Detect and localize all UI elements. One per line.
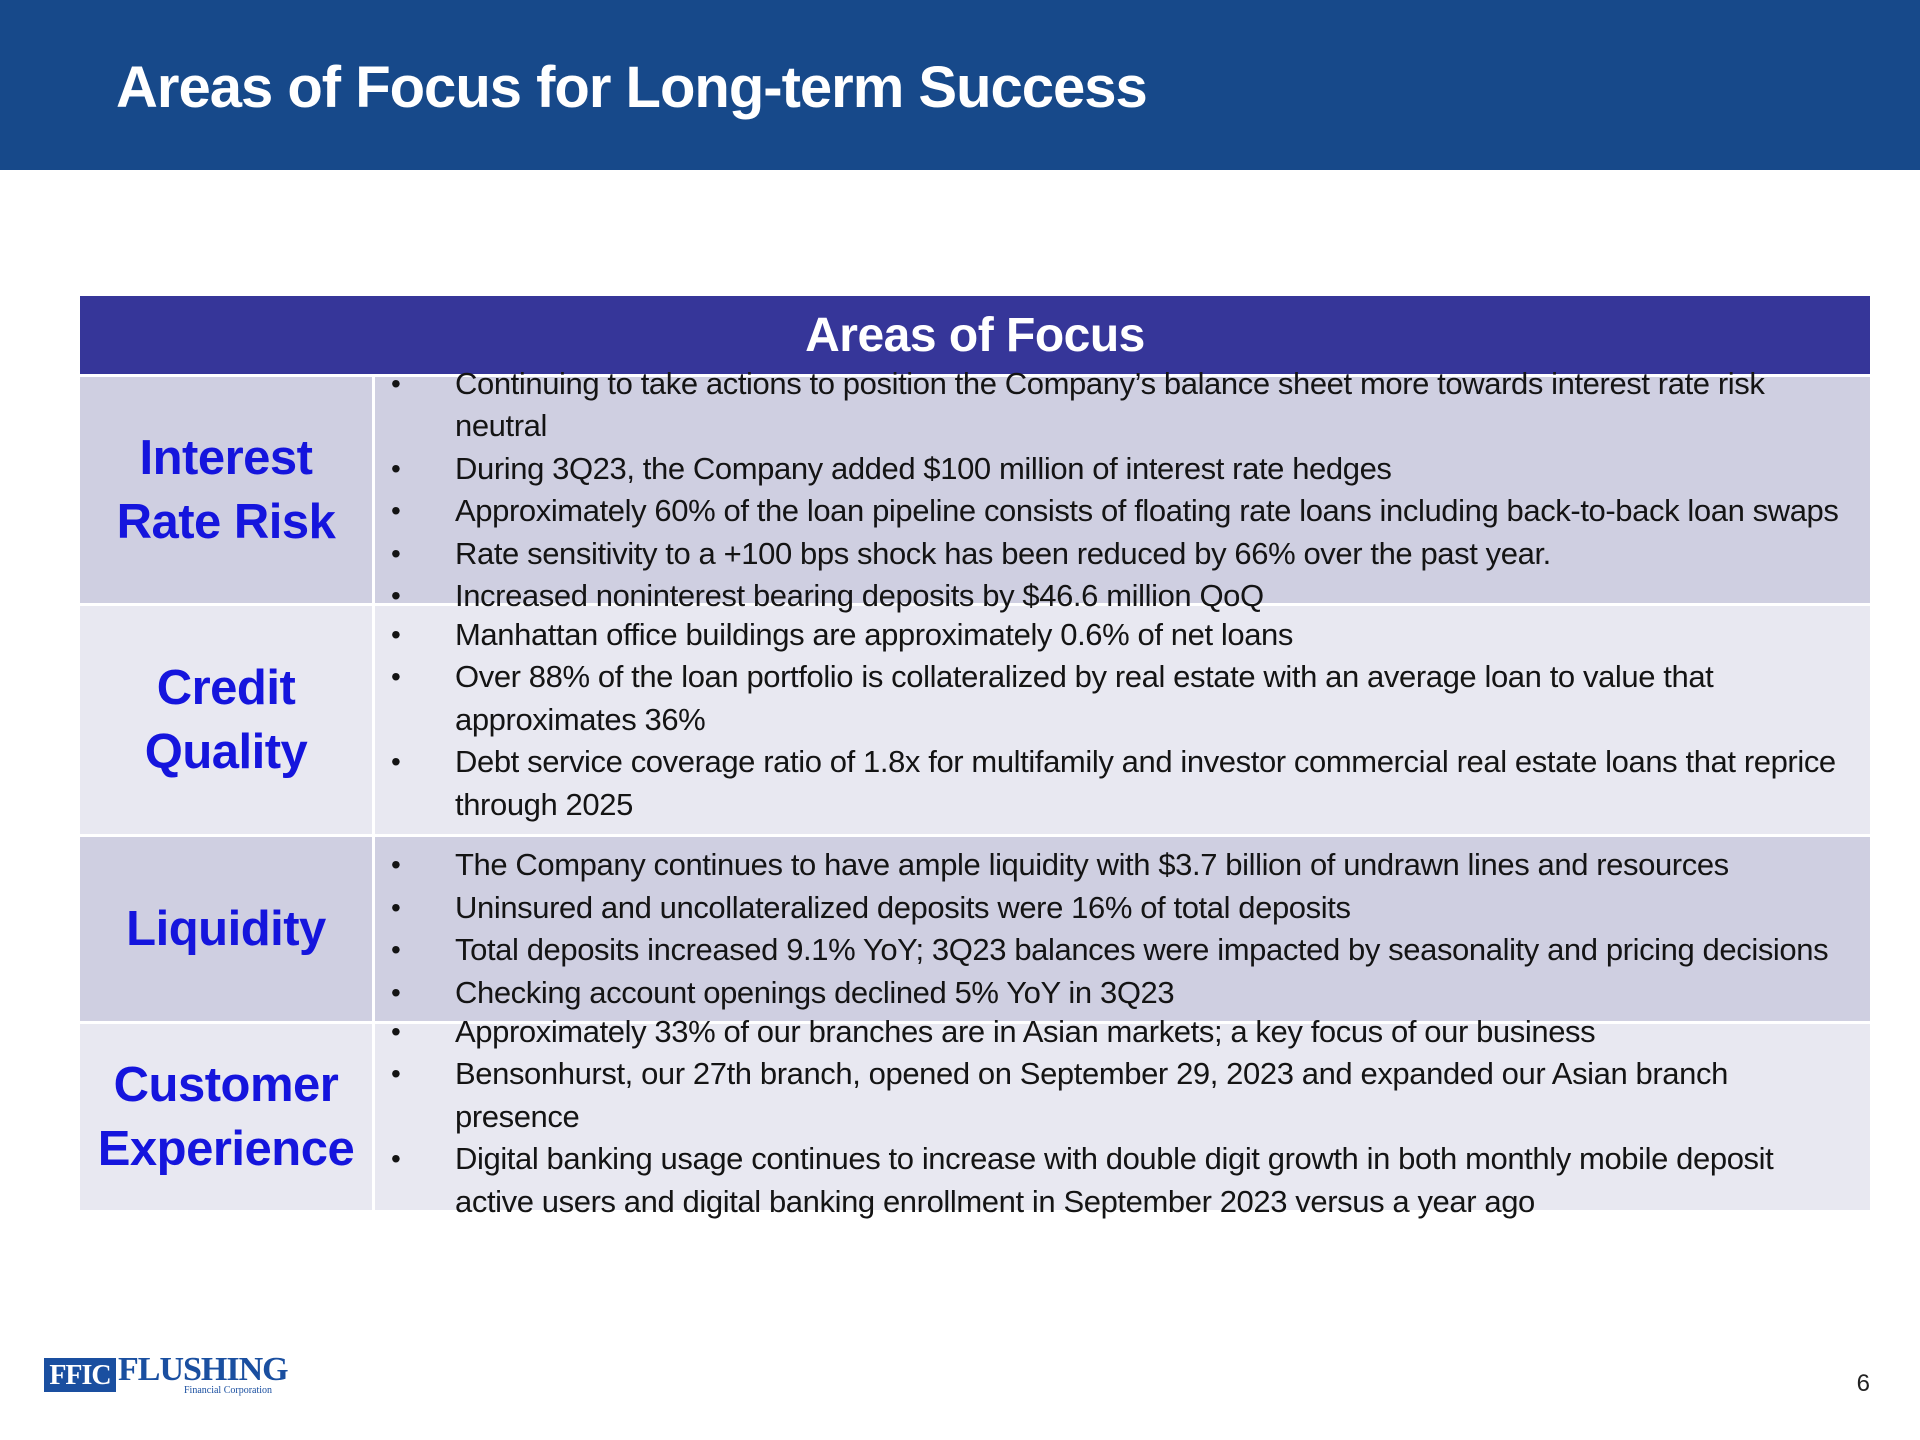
bullet-icon: • — [391, 618, 401, 650]
bullet-text: Uninsured and uncollateralized deposits were 16% of total deposits — [455, 889, 1351, 925]
table-row-liquidity — [80, 837, 1870, 1021]
bullet-text: Total deposits increased 9.1% YoY; 3Q23 balances were impacted by seasonality and pricing decisions — [455, 932, 1829, 967]
bullet-list — [375, 1011, 1846, 1224]
row-label-text: Liquidity — [126, 902, 326, 956]
table-header: Areas of Focus — [80, 296, 1870, 374]
slide-title: Areas of Focus for Long-term Success — [116, 55, 1147, 120]
bullet-icon: • — [391, 746, 401, 778]
list-item — [375, 490, 1846, 533]
bullet-icon: • — [391, 849, 401, 880]
list-item — [375, 1053, 1846, 1138]
row-body — [375, 606, 1870, 834]
bullet-text: Approximately 60% of the loan pipeline consists of floating rate loans including back-to-back loan swaps — [455, 493, 1839, 528]
table-row-customer-experience — [80, 1013, 1870, 1219]
header-band — [0, 0, 1920, 170]
bullet-text: Bensonhurst, our 27th branch, opened on September 29, 2023 and expanded our Asian branch presence — [455, 1056, 1728, 1134]
bullet-text: Digital banking usage continues to increase with double digit growth in both monthly mobile deposit active users and digital banking enrollment in September 2023 versus a year ago — [455, 1141, 1774, 1219]
bullet-list — [375, 614, 1846, 827]
list-item — [375, 844, 1846, 887]
row-label-text: Credit Quality — [144, 661, 308, 779]
list-item — [375, 575, 1846, 618]
logo-box: FFIC — [44, 1358, 116, 1392]
bullet-icon: • — [391, 452, 401, 484]
list-item — [375, 533, 1846, 576]
row-label-text: Customer Experience — [97, 1058, 355, 1176]
list-item — [375, 1138, 1846, 1223]
list-item — [375, 887, 1846, 930]
logo-subtitle: Financial Corporation — [184, 1385, 273, 1396]
list-item — [375, 656, 1846, 741]
bullet-text: During 3Q23, the Company added $100 million of interest rate hedges — [455, 450, 1392, 486]
table-row-credit-quality — [80, 606, 1870, 834]
list-item — [375, 363, 1846, 448]
bullet-list — [375, 844, 1846, 1014]
bullet-icon: • — [391, 1058, 401, 1090]
bullet-text: Manhattan office buildings are approximately 0.6% of net loans — [455, 616, 1293, 652]
bullet-text: Approximately 33% of our branches are in Asian markets; a key focus of our business — [455, 1013, 1596, 1049]
list-item — [375, 741, 1846, 826]
row-body — [375, 365, 1870, 613]
row-label — [80, 377, 372, 603]
row-label — [80, 837, 372, 1021]
row-label — [80, 1024, 372, 1210]
company-logo — [44, 1352, 294, 1396]
list-item — [375, 448, 1846, 491]
bullet-text: Over 88% of the loan portfolio is collateralized by real estate with an average loan to value that approximates 36% — [455, 659, 1714, 737]
bullet-icon: • — [391, 976, 401, 1008]
bullet-text: Continuing to take actions to position the Company’s balance sheet more towards interest rate risk neutral — [455, 365, 1765, 443]
bullet-icon: • — [391, 661, 401, 693]
list-item — [375, 929, 1846, 972]
bullet-icon: • — [391, 1143, 401, 1175]
list-item — [375, 972, 1846, 1015]
bullet-text: Rate sensitivity to a +100 bps shock has been reduced by 66% over the past year. — [455, 535, 1551, 571]
bullet-text: Debt service coverage ratio of 1.8x for multifamily and investor commercial real estate loans that reprice through 2025 — [455, 744, 1836, 822]
table-row-interest-rate-risk — [80, 365, 1870, 613]
logo-wordmark: FLUSHING — [118, 1351, 288, 1388]
areas-of-focus-table — [80, 296, 1870, 1219]
row-label-text: Interest Rate Risk — [116, 431, 336, 549]
row-label — [80, 606, 372, 834]
bullet-text: Increased noninterest bearing deposits by $46.6 million QoQ — [455, 578, 1264, 613]
bullet-icon: • — [391, 495, 401, 526]
row-body — [375, 1013, 1870, 1219]
list-item — [375, 1011, 1846, 1054]
bullet-icon: • — [391, 580, 401, 611]
list-item — [375, 614, 1846, 657]
bullet-text: The Company continues to have ample liquidity with $3.7 billion of undrawn lines and resources — [455, 847, 1729, 882]
row-body — [375, 837, 1870, 1021]
bullet-icon: • — [391, 934, 401, 965]
bullet-icon: • — [391, 537, 401, 569]
bullet-icon: • — [391, 891, 401, 923]
bullet-icon: • — [391, 367, 401, 399]
bullet-list — [375, 363, 1846, 618]
bullet-text: Checking account openings declined 5% YoY in 3Q23 — [455, 974, 1175, 1010]
bullet-icon: • — [391, 1015, 401, 1047]
page-number: 6 — [1856, 1370, 1870, 1397]
